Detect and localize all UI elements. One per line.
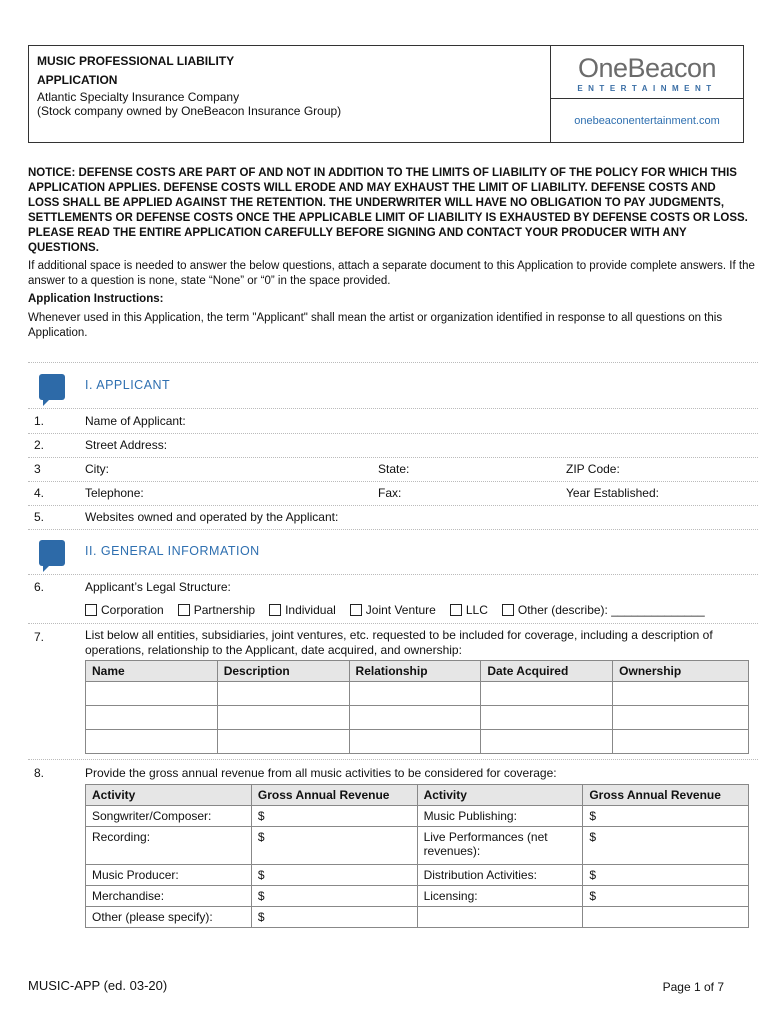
fax-label: Fax: (378, 486, 402, 500)
onebeacon-logo (551, 46, 743, 99)
table-cell[interactable] (349, 706, 481, 730)
question-number: 8. (34, 766, 45, 780)
activity-label: Other (please specify): (86, 907, 252, 928)
option-label: Corporation (101, 603, 164, 617)
table-row (86, 706, 749, 730)
question-row-city[interactable] (28, 458, 758, 482)
logo-sub-text: ENTERTAINMENT (577, 84, 717, 93)
question-row-telephone[interactable] (28, 482, 758, 506)
checkbox[interactable] (350, 604, 362, 616)
option-joint-venture[interactable] (350, 603, 436, 617)
additional-space-text: If additional space is needed to answer the below questions, attach a separate document to this Application to provide complete answers. If the answer to a question is none, state “None” or “0” in the space provided. (28, 260, 755, 287)
question-row-entities (28, 626, 758, 658)
col-header: Name (86, 661, 218, 682)
option-label: Partnership (193, 603, 256, 617)
entities-table (85, 660, 749, 754)
activity-label: Music Producer: (86, 865, 252, 886)
state-label: State: (378, 462, 410, 476)
table-row (86, 907, 749, 928)
question-label: Street Address: (85, 438, 168, 452)
option-partnership[interactable] (178, 603, 255, 617)
header-title-block (29, 46, 551, 142)
section-divider (28, 574, 758, 575)
checkbox[interactable] (450, 604, 462, 616)
table-cell[interactable] (217, 706, 349, 730)
question-number: 1. (34, 414, 45, 428)
revenue-input[interactable]: $ (583, 827, 749, 865)
col-header: Gross Annual Revenue (583, 785, 749, 806)
table-cell[interactable] (349, 730, 481, 754)
checkbox[interactable] (502, 604, 514, 616)
option-label: Individual (285, 603, 336, 617)
revenue-input[interactable] (583, 907, 749, 928)
revenue-input[interactable]: $ (583, 806, 749, 827)
question-row-revenue (28, 762, 758, 786)
table-cell[interactable] (86, 730, 218, 754)
option-other[interactable] (502, 603, 705, 617)
table-cell[interactable] (217, 730, 349, 754)
table-header-row (86, 785, 749, 806)
year-established-label: Year Established: (566, 486, 659, 500)
section-divider (28, 759, 758, 760)
table-cell[interactable] (349, 682, 481, 706)
section-divider (28, 408, 758, 409)
activity-label: Merchandise: (86, 886, 252, 907)
company-name: Atlantic Specialty Insurance Company (37, 90, 240, 104)
speech-bubble-icon (39, 540, 65, 566)
section-divider (28, 362, 758, 363)
col-header: Gross Annual Revenue (251, 785, 417, 806)
legal-structure-options (85, 603, 705, 617)
website-link[interactable]: onebeaconentertainment.com (574, 115, 720, 127)
revenue-input[interactable]: $ (251, 907, 417, 928)
option-label: Other (describe): ______________ (517, 603, 705, 617)
question-label: Provide the gross annual revenue from all music activities to be considered for coverage: (85, 766, 557, 780)
logo-main-text: OneBeacon (577, 53, 717, 83)
table-header-row (86, 661, 749, 682)
question-row-legal-structure (28, 576, 758, 600)
question-number: 4. (34, 486, 45, 500)
revenue-input[interactable]: $ (583, 886, 749, 907)
question-label: Websites owned and operated by the Applicant: (85, 510, 339, 524)
table-cell[interactable] (481, 682, 613, 706)
question-number: 2. (34, 438, 45, 452)
option-corporation[interactable] (85, 603, 164, 617)
table-cell[interactable] (86, 682, 218, 706)
table-row (86, 827, 749, 865)
instructions-text: Whenever used in this Application, the term "Applicant" shall mean the artist or organization identified in response to all questions on this Application. (28, 312, 723, 339)
question-row-name[interactable] (28, 410, 758, 434)
logo-block (551, 46, 743, 142)
section-title: I. APPLICANT (85, 378, 171, 392)
page-number: Page 1 of 7 (662, 980, 724, 994)
option-label: LLC (465, 603, 488, 617)
activity-label: Licensing: (417, 886, 583, 907)
revenue-input[interactable]: $ (251, 827, 417, 865)
section-applicant-header (28, 372, 758, 402)
table-cell[interactable] (613, 730, 749, 754)
revenue-input[interactable]: $ (251, 865, 417, 886)
question-number: 7. (34, 630, 45, 644)
table-cell[interactable] (613, 682, 749, 706)
question-row-websites[interactable] (28, 506, 758, 530)
company-note: (Stock company owned by OneBeacon Insurance Group) (37, 104, 342, 118)
col-header: Ownership (613, 661, 749, 682)
city-label: City: (85, 462, 109, 476)
table-row (86, 865, 749, 886)
option-llc[interactable] (450, 603, 488, 617)
table-cell[interactable] (481, 706, 613, 730)
activity-label: Live Performances (net revenues): (417, 827, 583, 865)
option-individual[interactable] (269, 603, 336, 617)
table-row (86, 730, 749, 754)
checkbox[interactable] (85, 604, 97, 616)
question-number: 6. (34, 580, 45, 594)
activity-label: Recording: (86, 827, 252, 865)
col-header: Description (217, 661, 349, 682)
header-box (28, 45, 744, 143)
col-header: Relationship (349, 661, 481, 682)
instructions-heading: Application Instructions: (28, 293, 164, 305)
notice-text: NOTICE: DEFENSE COSTS ARE PART OF AND NOT IN ADDITION TO THE LIMITS OF LIABILITY OF THE POLICY FOR WHICH THIS APPLICATION APPLIES. DEFENSE COSTS WILL ERODE AND MAY EXHAUST THE LIMIT OF LIABILITY. DEFENSE COSTS AND LOSS SHALL BE APPLIED AGAINST THE RETENTION. THE UNDERWRITER WILL HAVE NO OBLIGATION TO PAY JUDGMENTS, SETTLEMENTS OR DEFENSE COSTS ONCE THE APPLICABLE LIMIT OF LIABILITY IS EXHAUSTED BY DEFENSE COSTS OR LOSS. PLEASE READ THE ENTIRE APPLICATION CAREFULLY BEFORE SIGNING AND CONTACT YOUR PRODUCER WITH ANY QUESTIONS. (28, 167, 748, 254)
question-label: Applicant’s Legal Structure: (85, 580, 231, 594)
section-title: II. GENERAL INFORMATION (85, 544, 260, 558)
col-header: Activity (86, 785, 252, 806)
revenue-input[interactable]: $ (583, 865, 749, 886)
revenue-input[interactable]: $ (251, 806, 417, 827)
option-label: Joint Venture (365, 603, 436, 617)
col-header: Activity (417, 785, 583, 806)
section-divider (28, 623, 758, 624)
question-label: Name of Applicant: (85, 414, 186, 428)
activity-label (417, 907, 583, 928)
activity-label: Distribution Activities: (417, 865, 583, 886)
zip-label: ZIP Code: (566, 462, 620, 476)
col-header: Date Acquired (481, 661, 613, 682)
form-title-line1: MUSIC PROFESSIONAL LIABILITY (37, 54, 235, 68)
form-id: MUSIC-APP (ed. 03-20) (28, 978, 168, 993)
activity-label: Music Publishing: (417, 806, 583, 827)
question-number: 3 (34, 462, 41, 476)
revenue-table (85, 784, 749, 928)
table-row (86, 682, 749, 706)
activity-label: Songwriter/Composer: (86, 806, 252, 827)
section-general-header (28, 538, 758, 568)
table-cell[interactable] (613, 706, 749, 730)
table-row (86, 886, 749, 907)
question-number: 5. (34, 510, 45, 524)
question-row-street[interactable] (28, 434, 758, 458)
form-title-line2: APPLICATION (37, 73, 118, 87)
table-cell[interactable] (481, 730, 613, 754)
table-row (86, 806, 749, 827)
question-label: List below all entities, subsidiaries, joint ventures, etc. requested to be included for coverage, including a description of operations, relationship to the Applicant, date acquired, and ownership: (85, 628, 713, 657)
table-cell[interactable] (86, 706, 218, 730)
revenue-input[interactable]: $ (251, 886, 417, 907)
checkbox[interactable] (269, 604, 281, 616)
table-cell[interactable] (217, 682, 349, 706)
telephone-label: Telephone: (85, 486, 144, 500)
speech-bubble-icon (39, 374, 65, 400)
checkbox[interactable] (178, 604, 190, 616)
